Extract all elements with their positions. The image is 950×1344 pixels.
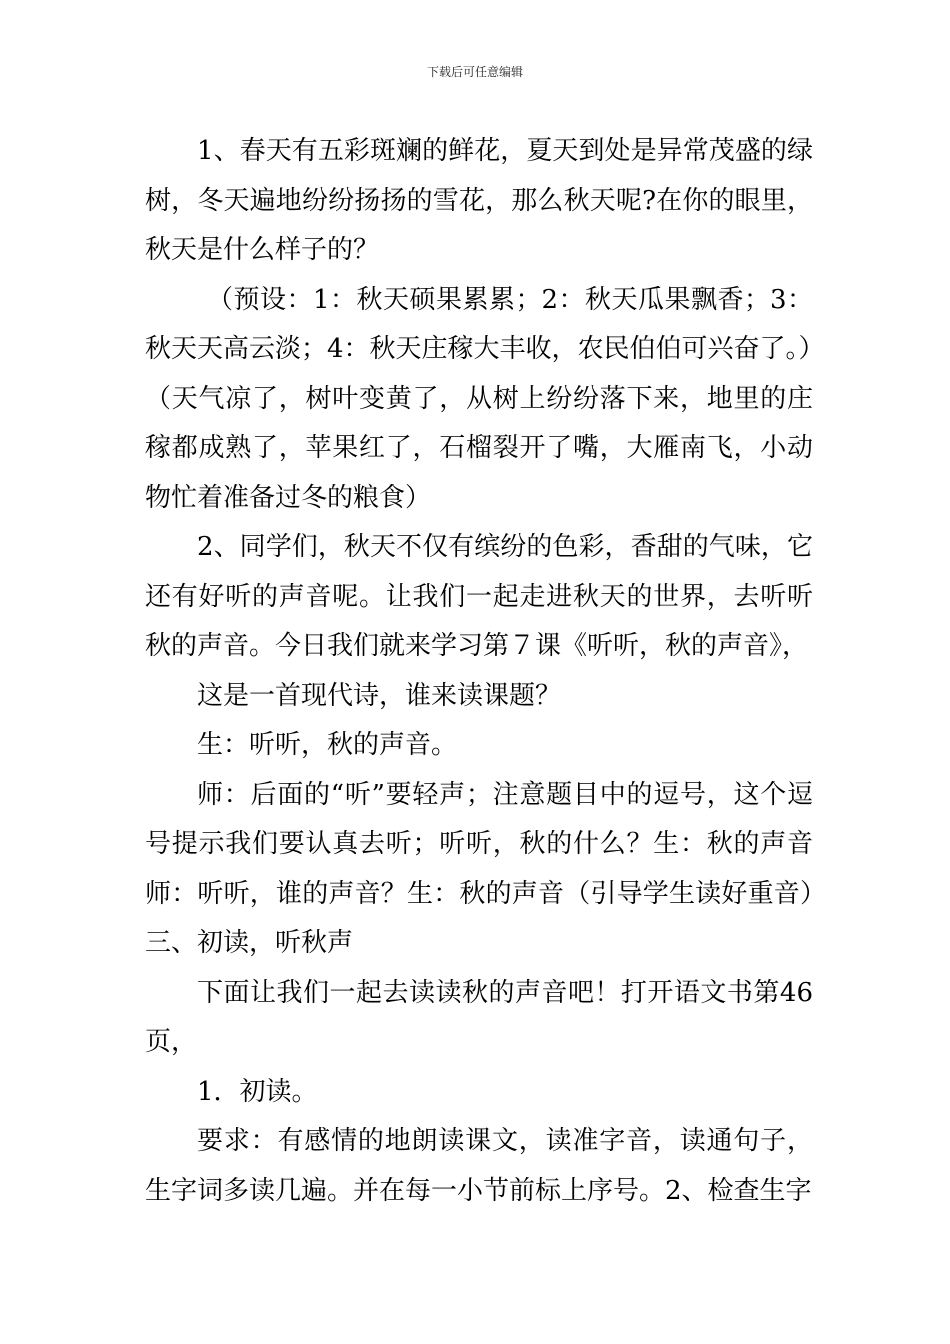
paragraph-4: 2、同学们，秋天不仅有缤纷的色彩，香甜的气味，它还有好听的声音呢。让我们一起走进秋天的世界，去听听秋的声音。今日我们就来学习第７课《听听，秋的声音》， <box>145 532 813 661</box>
paragraph-8: 下面让我们一起去读读秋的声音吧！打开语文书第46页， <box>145 977 813 1057</box>
paragraph-5: 这是一首现代诗，谁来读课题？ <box>197 680 562 711</box>
paragraph-3: （天气凉了，树叶变黄了，从树上纷纷落下来，地里的庄稼都成熟了，苹果红了，石榴裂开了嘴，大雁南飞，小动物忙着准备过冬的粮食） <box>145 383 813 513</box>
page-header-note: 下载后可任意编辑 <box>426 65 523 79</box>
paragraph-1: 1、春天有五彩斑斓的鲜花，夏天到处是异常茂盛的绿树，冬天遍地纷纷扬扬的雪花，那么秋天呢?在你的眼里，秋天是什么样子的？ <box>145 136 813 265</box>
paragraph-2: （预设：1：秋天硕果累累；2：秋天瓜果飘香；3：秋天天高云淡；4：秋天庄稼大丰收，农民伯伯可兴奋了。） <box>145 284 825 364</box>
paragraph-7: 师：后面的“听”要轻声；注意题目中的逗号，这个逗号提示我们要认真去听；听听，秋的什么？生：秋的声音师：听听，谁的声音？生：秋的声音（引导学生读好重音）三、初读，听秋声 <box>145 779 813 958</box>
paragraph-6: 生：听听，秋的声音。 <box>197 730 458 760</box>
document-body <box>145 127 825 1216</box>
paragraph-9: 1．初读。 <box>197 1076 318 1107</box>
paragraph-10: 要求：有感情的地朗读课文，读准字音，读通句子，生字词多读几遍。并在每一小节前标上序号。2、检查生字 <box>145 1126 813 1206</box>
